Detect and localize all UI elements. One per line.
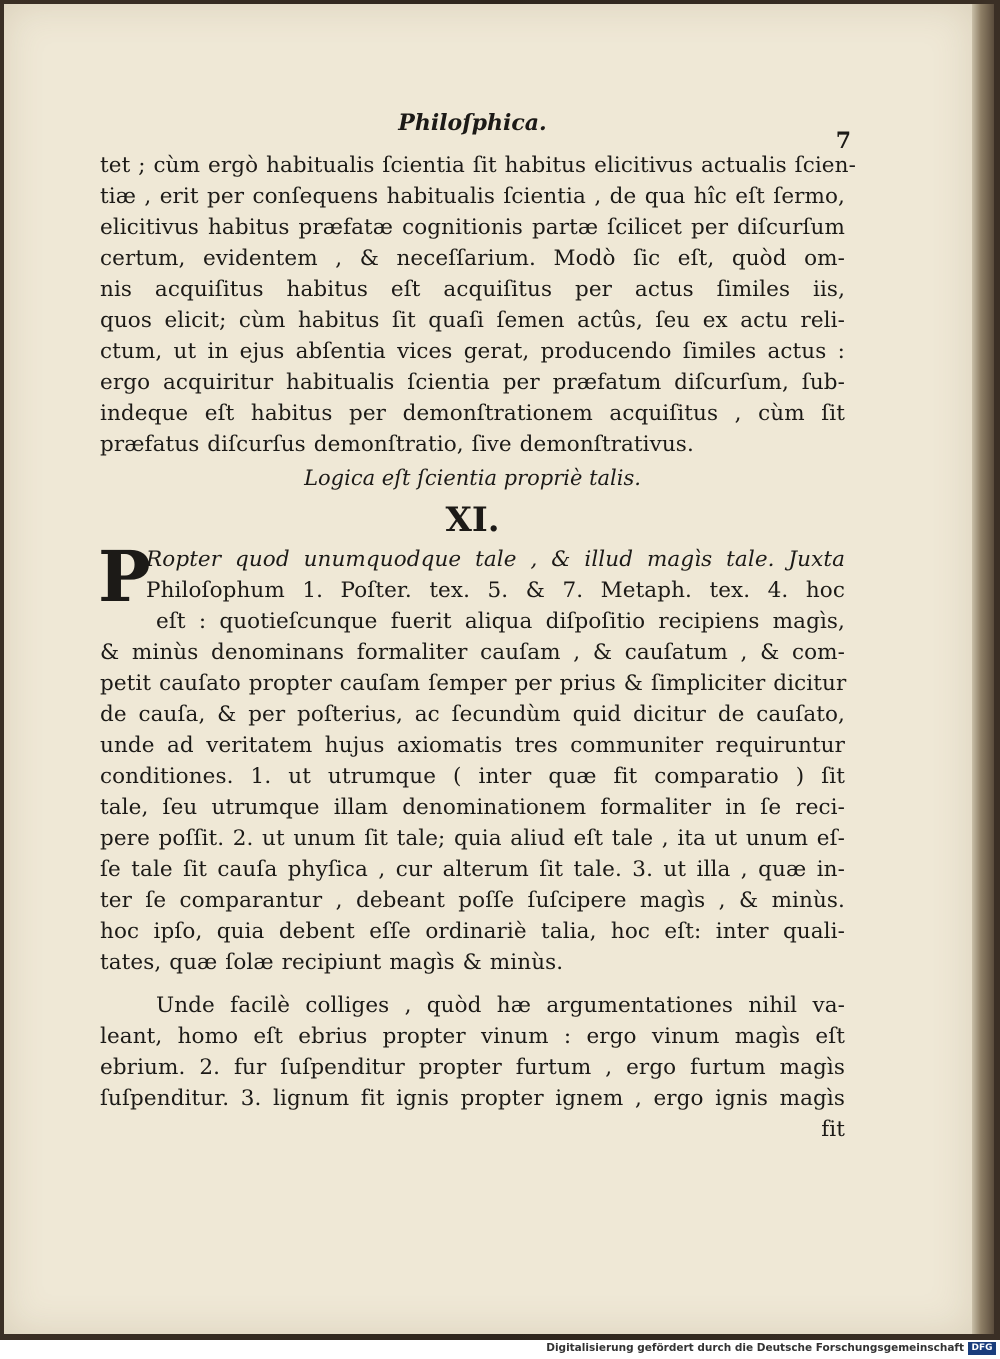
catchword: fit: [821, 1117, 845, 1142]
text-line: Ropter quod unumquodque tale , & illud magìs tale. Juxta: [146, 547, 845, 572]
text-line: certum, evidentem , & neceſſarium. Modò ſic eſt, quòd om-: [100, 246, 845, 271]
page-number: 7: [835, 128, 851, 154]
footer-bar: [0, 1340, 1000, 1359]
funding-credit: Digitalisierung gefördert durch die Deutsche Forschungsgemeinschaft: [546, 1342, 964, 1354]
text-line: de cauſa, & per poſterius, ac ſecundùm quid dicitur de cauſato,: [100, 702, 845, 727]
paragraph-2: [98, 535, 847, 978]
page-edge: [972, 4, 994, 1334]
paragraph-1: [100, 150, 856, 460]
text-line: elicitivus habitus præfatæ cognitionis partæ ſcilicet per diſcurſum: [100, 215, 845, 240]
running-head-title: Philoſphica.: [398, 110, 547, 136]
text-line: Philoſophum 1. Poſter. tex. 5. & 7. Metaph. tex. 4. hoc: [146, 578, 845, 603]
text-line: & minùs denominans formaliter cauſam , & cauſatum , & com-: [100, 640, 845, 665]
text-line: ebrium. 2. fur ſuſpenditur propter furtum , ergo furtum magìs: [100, 1055, 845, 1080]
text-line: quos elicit; cùm habitus ſit quaſi ſemen actûs, ſeu ex actu reli-: [100, 308, 845, 333]
text-line: ſe tale ſit cauſa phyſica , cur alterum ſit tale. 3. ut illa , quæ in-: [100, 857, 845, 882]
text-line: nis acquiſitus habitus eſt acquiſitus per actus ſimiles iis,: [100, 277, 845, 302]
text-line: ſuſpenditur. 3. lignum fit ignis propter ignem , ergo ignis magìs: [100, 1086, 845, 1111]
text-line: conditiones. 1. ut utrumque ( inter quæ fit comparatio ) ſit: [100, 764, 845, 789]
text-line: hoc ipſo, quia debent eſſe ordinariè talia, hoc eſt: inter quali-: [100, 919, 845, 944]
text-line: tiæ , erit per conſequens habitualis ſcientia , de qua hîc eſt ſermo,: [100, 184, 845, 209]
paragraph-3: [100, 990, 845, 1145]
text-line: præfatus diſcurſus demonſtratio, ſive demonſtrativus.: [100, 432, 694, 457]
text-line: tet ; cùm ergò habitualis ſcientia ſit habitus elicitivus actualis ſcien-: [100, 153, 856, 178]
drop-cap: P: [98, 535, 151, 618]
text-line: eſt : quotieſcunque fuerit aliqua diſpoſitio recipiens magìs,: [156, 609, 845, 634]
dfg-logo: DFG: [968, 1342, 996, 1355]
page-text: [98, 110, 856, 1145]
text-line: unde ad veritatem hujus axiomatis tres communiter requiruntur: [100, 733, 845, 758]
section-heading: Logica eſt ſcientia propriè talis.: [304, 466, 641, 490]
text-line: pere poſſit. 2. ut unum ſit tale; quia aliud eſt tale , ita ut unum eſ-: [100, 826, 845, 851]
text-line: indeque eſt habitus per demonſtrationem acquiſitus , cùm ſit: [100, 401, 845, 426]
text-line: leant, homo eſt ebrius propter vinum : ergo vinum magìs eſt: [100, 1024, 845, 1049]
section-number: XI.: [445, 500, 500, 540]
running-head: [100, 110, 851, 154]
text-line: ctum, ut in ejus abſentia vices gerat, producendo ſimiles actus :: [100, 339, 845, 364]
text-line: petit cauſato propter cauſam ſemper per prius & ſimpliciter dicitur: [100, 671, 847, 696]
text-line: tale, ſeu utrumque illam denominationem formaliter in ſe reci-: [100, 795, 845, 820]
paragraph-gap: [100, 978, 845, 990]
text-line: Unde facilè colliges , quòd hæ argumentationes nihil va-: [156, 993, 845, 1018]
text-line: ergo acquiritur habitualis ſcientia per præfatum diſcurſum, ſub-: [100, 370, 845, 395]
text-line: tates, quæ ſolæ recipiunt magìs & minùs.: [100, 950, 564, 975]
text-line: ter ſe comparantur , debeant poſſe ſuſcipere magìs , & minùs.: [100, 888, 845, 913]
